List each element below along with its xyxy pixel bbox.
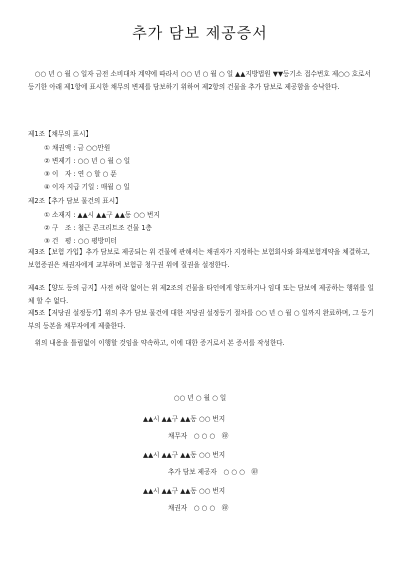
party-name: 채무자 ○ ○ ○ ㊞ [168, 432, 229, 440]
party-name: 추가 담보 제공자 ○ ○ ○ ㊞ [168, 468, 259, 476]
closing-paragraph: 위의 내용을 틀림없이 이행할 것임을 약속하고, 이에 대한 증거로서 본 증서를 작성한다. [28, 339, 285, 347]
intro-paragraph: ○○ 년 ○ 월 ○ 일자 금전 소비대차 계약에 따라서 ○○ 년 ○ 월 ○ 일 ▲▲지방법원 ▼▼등기소 접수번호 제○○ 호로서 등기한 아래 제1항에 표시한 채무의 변제를 담보하기 위하여 제2항의 건물을 추가 담보로 제공함을 승낙한다. [28, 70, 374, 92]
party-address: ▲▲시 ▲▲구 ▲▲동 ○○ 번지 [143, 415, 226, 423]
article-2-item: ② 구 조 : 철근 콘크리트조 건물 1층 [44, 224, 152, 232]
article-1-heading: 제1조【채무의 표시】 [28, 130, 93, 138]
article-5-paragraph: 제5조【저당권 설정등기】위의 추가 담보 물건에 대한 저당권 설정등기 절차를 ○○ 년 ○ 월 ○ 일까지 완료하며, 그 등기부의 등본을 채무자에게 제출한다. [28, 309, 374, 331]
party-address: ▲▲시 ▲▲구 ▲▲동 ○○ 번지 [143, 451, 226, 459]
article-3-paragraph: 제3조【보험 가입】추가 담보로 제공되는 위 건물에 관해서는 채권자가 지정하는 보험회사와 화재보험계약을 체결하고, 보험증권은 채권자에게 교부하며 보험금 청구권 위에 질권을 설정한다. [28, 248, 373, 270]
party-name: 채권자 ○ ○ ○ ㊞ [168, 504, 229, 512]
article-2-heading: 제2조【추가 담보 물건의 표시】 [28, 197, 122, 205]
article-1-item: ④ 이자 지급 기일 : 매월 ○ 일 [44, 183, 130, 191]
article-1-item: ③ 이 자 : 연 ○ 할 ○ 푼 [44, 170, 117, 178]
article-1-item: ① 채권액 : 금 ○○만원 [44, 144, 111, 152]
article-4-paragraph: 제4조【양도 등의 금지】사전 허락 없이는 위 제2조의 건물을 타인에게 양도하거나 임대 또는 담보에 제공하는 행위를 일체 할 수 없다. [28, 284, 375, 306]
article-2-item: ③ 건 평 : ○○ 평방미터 [44, 237, 117, 245]
party-address: ▲▲시 ▲▲구 ▲▲동 ○○ 번지 [143, 487, 226, 495]
article-2-item: ① 소재지 : ▲▲시 ▲▲구 ▲▲동 ○○ 번지 [44, 211, 160, 219]
article-1-item: ② 변제기 : ○○ 년 ○ 월 ○ 일 [44, 157, 131, 165]
signature-date: ○○ 년 ○ 월 ○ 일 [173, 394, 227, 402]
document-title: 추가 담보 제공증서 [132, 24, 268, 42]
